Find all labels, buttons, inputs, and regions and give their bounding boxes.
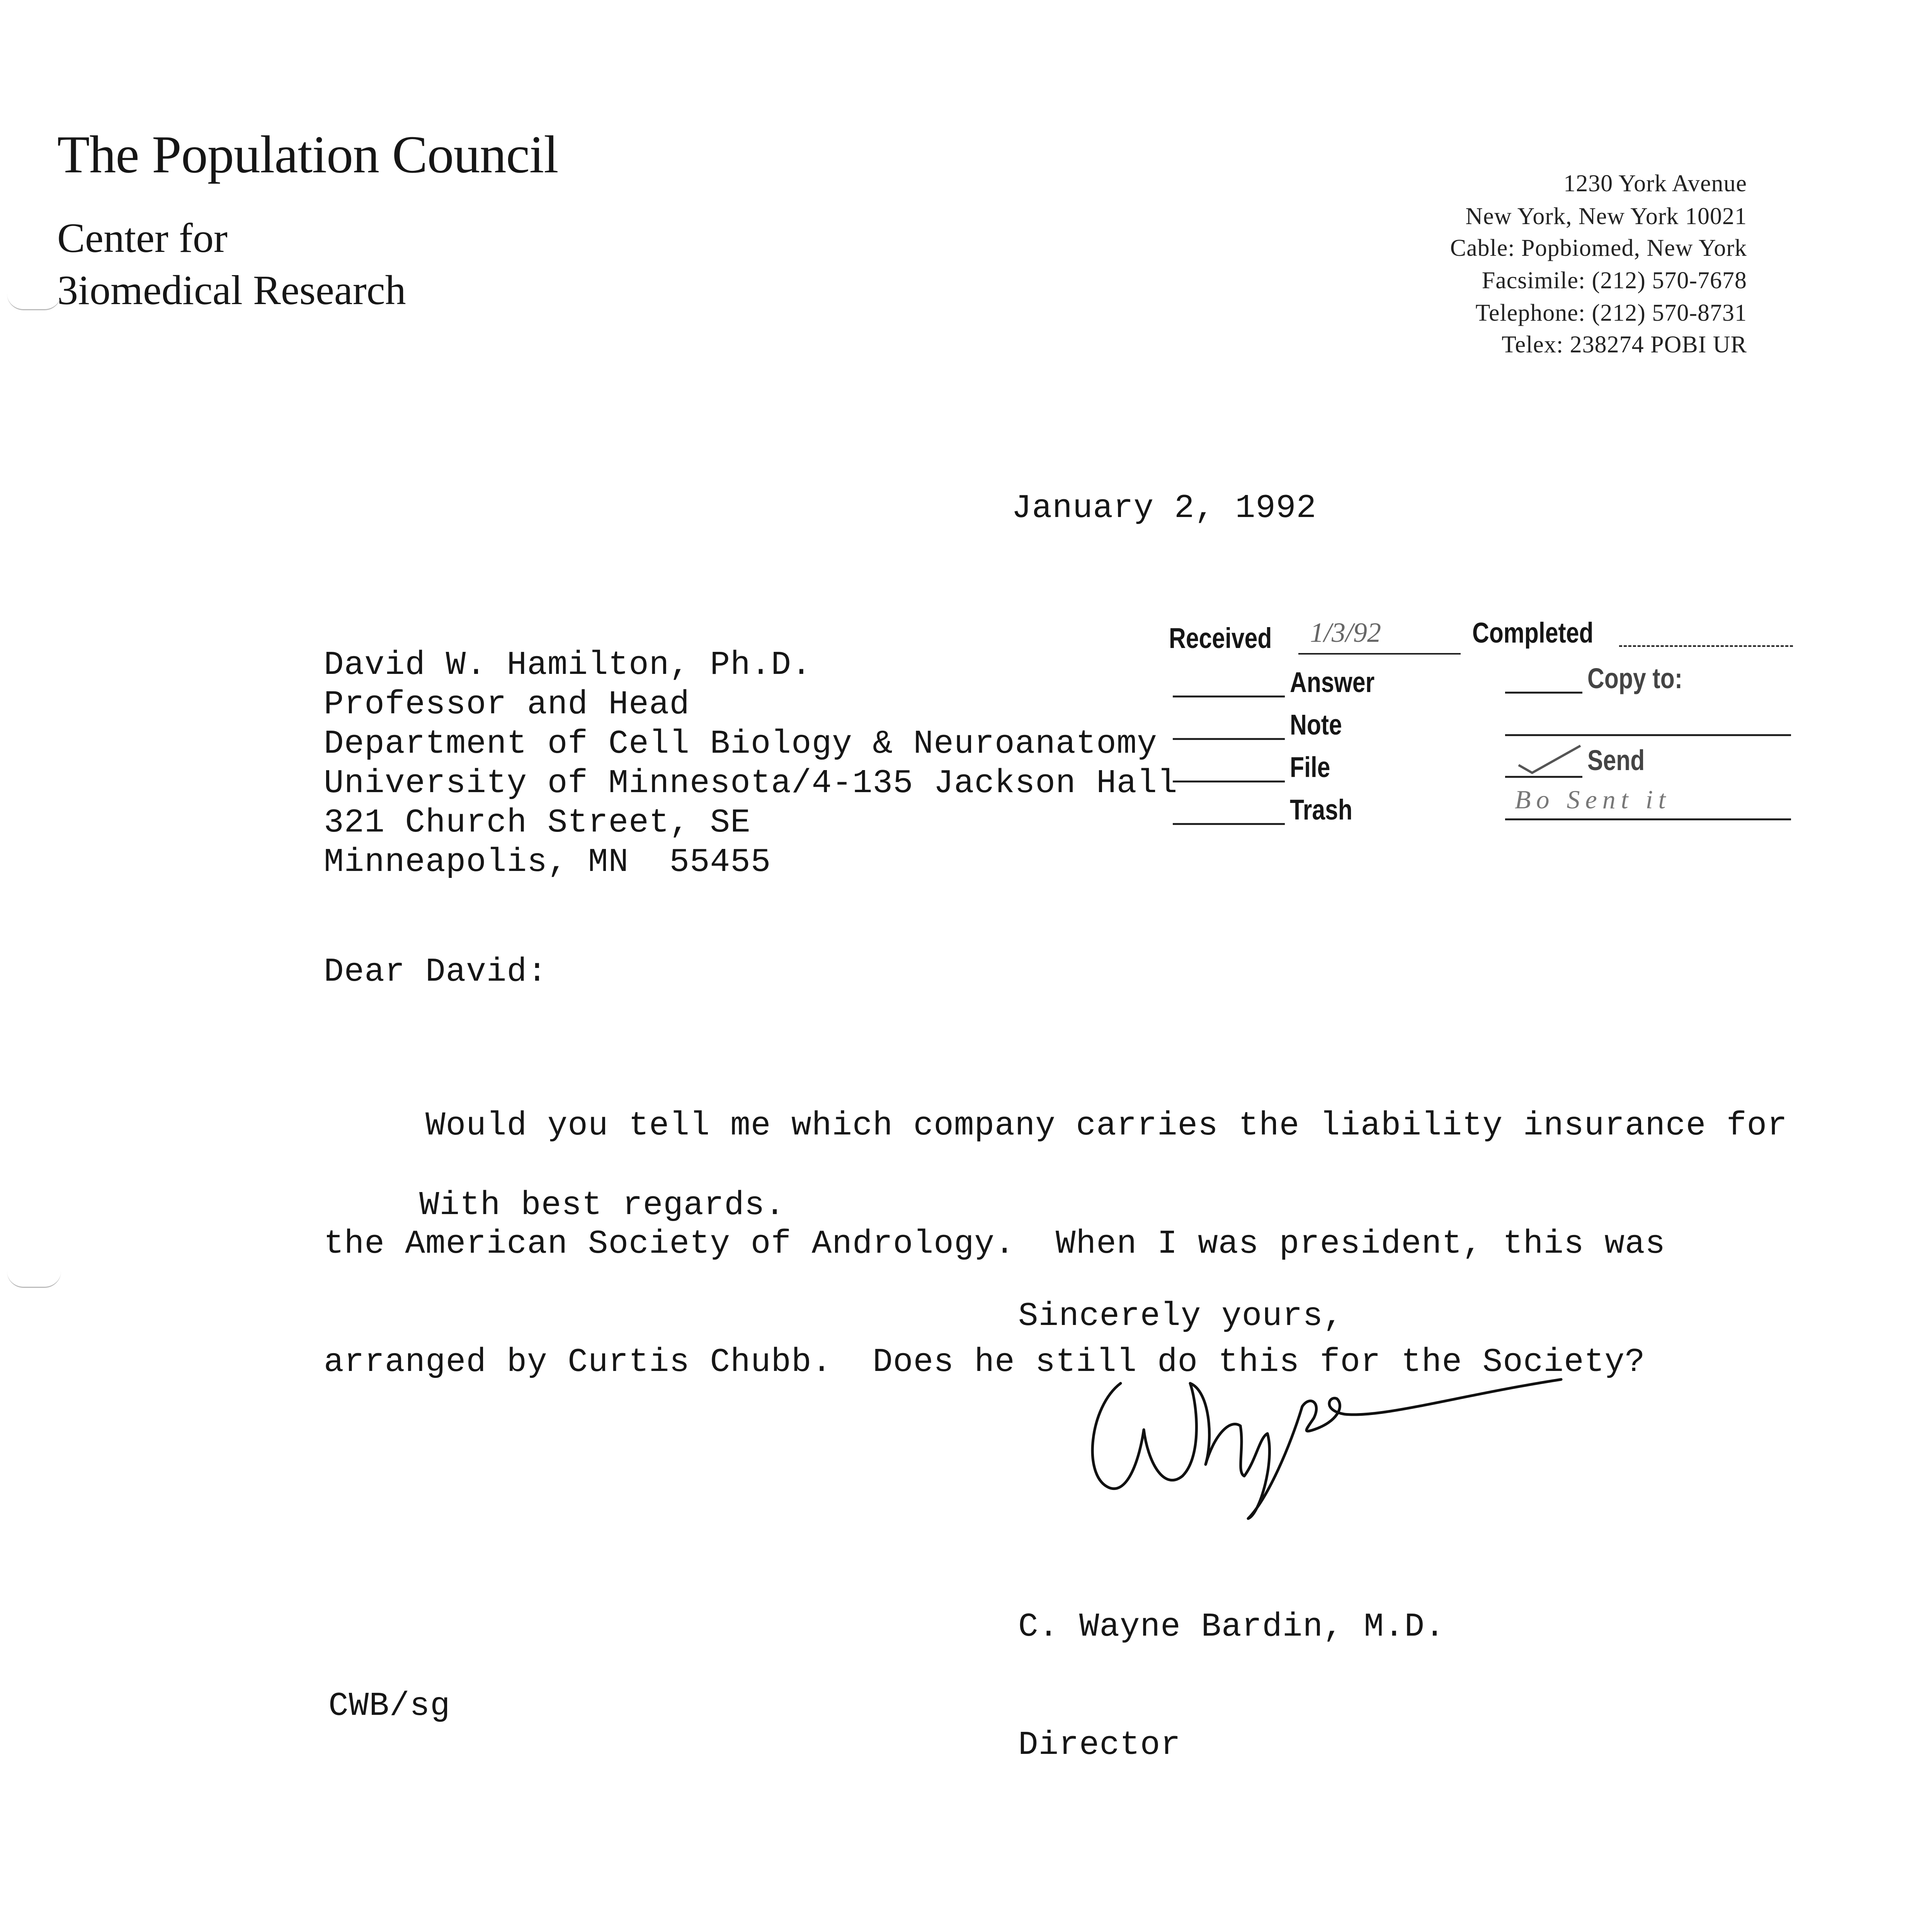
telex-line: Telex: 238274 POBI UR bbox=[1502, 332, 1747, 358]
cable-line: Cable: Popbiomed, New York bbox=[1450, 235, 1747, 261]
address-line: New York, New York 10021 bbox=[1465, 203, 1747, 230]
signer-block bbox=[1018, 1528, 1445, 1804]
stamp-answer-label: Answer bbox=[1290, 666, 1375, 698]
check-mark-icon bbox=[1515, 742, 1584, 777]
stamp-answer-line bbox=[1173, 696, 1285, 697]
stamp-note-underline bbox=[1505, 818, 1791, 820]
stamp-received-line bbox=[1298, 653, 1461, 655]
scan-edge-mark bbox=[7, 294, 61, 310]
recipient-university: University of Minnesota/4-135 Jackson Hall bbox=[324, 764, 1178, 802]
stamp-completed-line bbox=[1619, 645, 1793, 647]
signer-name: C. Wayne Bardin, M.D. bbox=[1018, 1608, 1445, 1646]
routing-stamp bbox=[1167, 614, 1793, 854]
stamp-note-label: Note bbox=[1290, 709, 1342, 741]
reference-initials: CWB/sg bbox=[328, 1687, 451, 1725]
telephone-line: Telephone: (212) 570-8731 bbox=[1475, 300, 1747, 326]
sign-off: Sincerely yours, bbox=[1018, 1297, 1344, 1335]
recipient-name: David W. Hamilton, Ph.D. bbox=[324, 646, 812, 684]
salutation: Dear David: bbox=[324, 953, 548, 991]
body-line: Would you tell me which company carries the liability insurance for bbox=[324, 1107, 1788, 1145]
signer-title: Director bbox=[1018, 1726, 1181, 1764]
stamp-send-label: Send bbox=[1587, 744, 1645, 776]
signature-image bbox=[1074, 1360, 1569, 1522]
recipient-address bbox=[324, 645, 1178, 882]
organization-name: The Population Council bbox=[57, 125, 558, 184]
center-name-line2: 3iomedical Research bbox=[57, 267, 406, 313]
stamp-copy-label: Copy to: bbox=[1587, 662, 1683, 694]
stamp-note-line bbox=[1173, 738, 1285, 740]
center-name-line1: Center for bbox=[57, 215, 228, 261]
recipient-street: 321 Church Street, SE bbox=[324, 804, 751, 842]
stamp-file-label: File bbox=[1290, 751, 1330, 783]
recipient-city: Minneapolis, MN 55455 bbox=[324, 843, 771, 881]
stamp-file-line bbox=[1173, 781, 1285, 782]
stamp-completed-label: Completed bbox=[1472, 617, 1594, 649]
facsimile-line: Facsimile: (212) 570-7678 bbox=[1482, 267, 1747, 294]
body-line: the American Society of Andrology. When I was president, this was bbox=[324, 1225, 1666, 1263]
closing-line: With best regards. bbox=[419, 1186, 785, 1224]
stamp-copy-line bbox=[1505, 692, 1582, 694]
stamp-trash-line bbox=[1173, 823, 1285, 825]
stamp-trash-label: Trash bbox=[1290, 794, 1352, 826]
recipient-title: Professor and Head bbox=[324, 685, 690, 723]
stamp-handwritten-note: Bo Sent it bbox=[1515, 785, 1671, 814]
recipient-department: Department of Cell Biology & Neuroanatomy bbox=[324, 725, 1157, 763]
stamp-received-label: Received bbox=[1169, 622, 1272, 654]
scan-edge-mark bbox=[7, 1271, 61, 1288]
letter-date: January 2, 1992 bbox=[1012, 489, 1317, 527]
address-line: 1230 York Avenue bbox=[1563, 170, 1747, 197]
stamp-received-date: 1/3/92 bbox=[1310, 617, 1381, 648]
stamp-blank-line bbox=[1505, 734, 1791, 736]
body-line: arranged by Curtis Chubb. Does he still do this for the Society? bbox=[324, 1343, 1645, 1381]
